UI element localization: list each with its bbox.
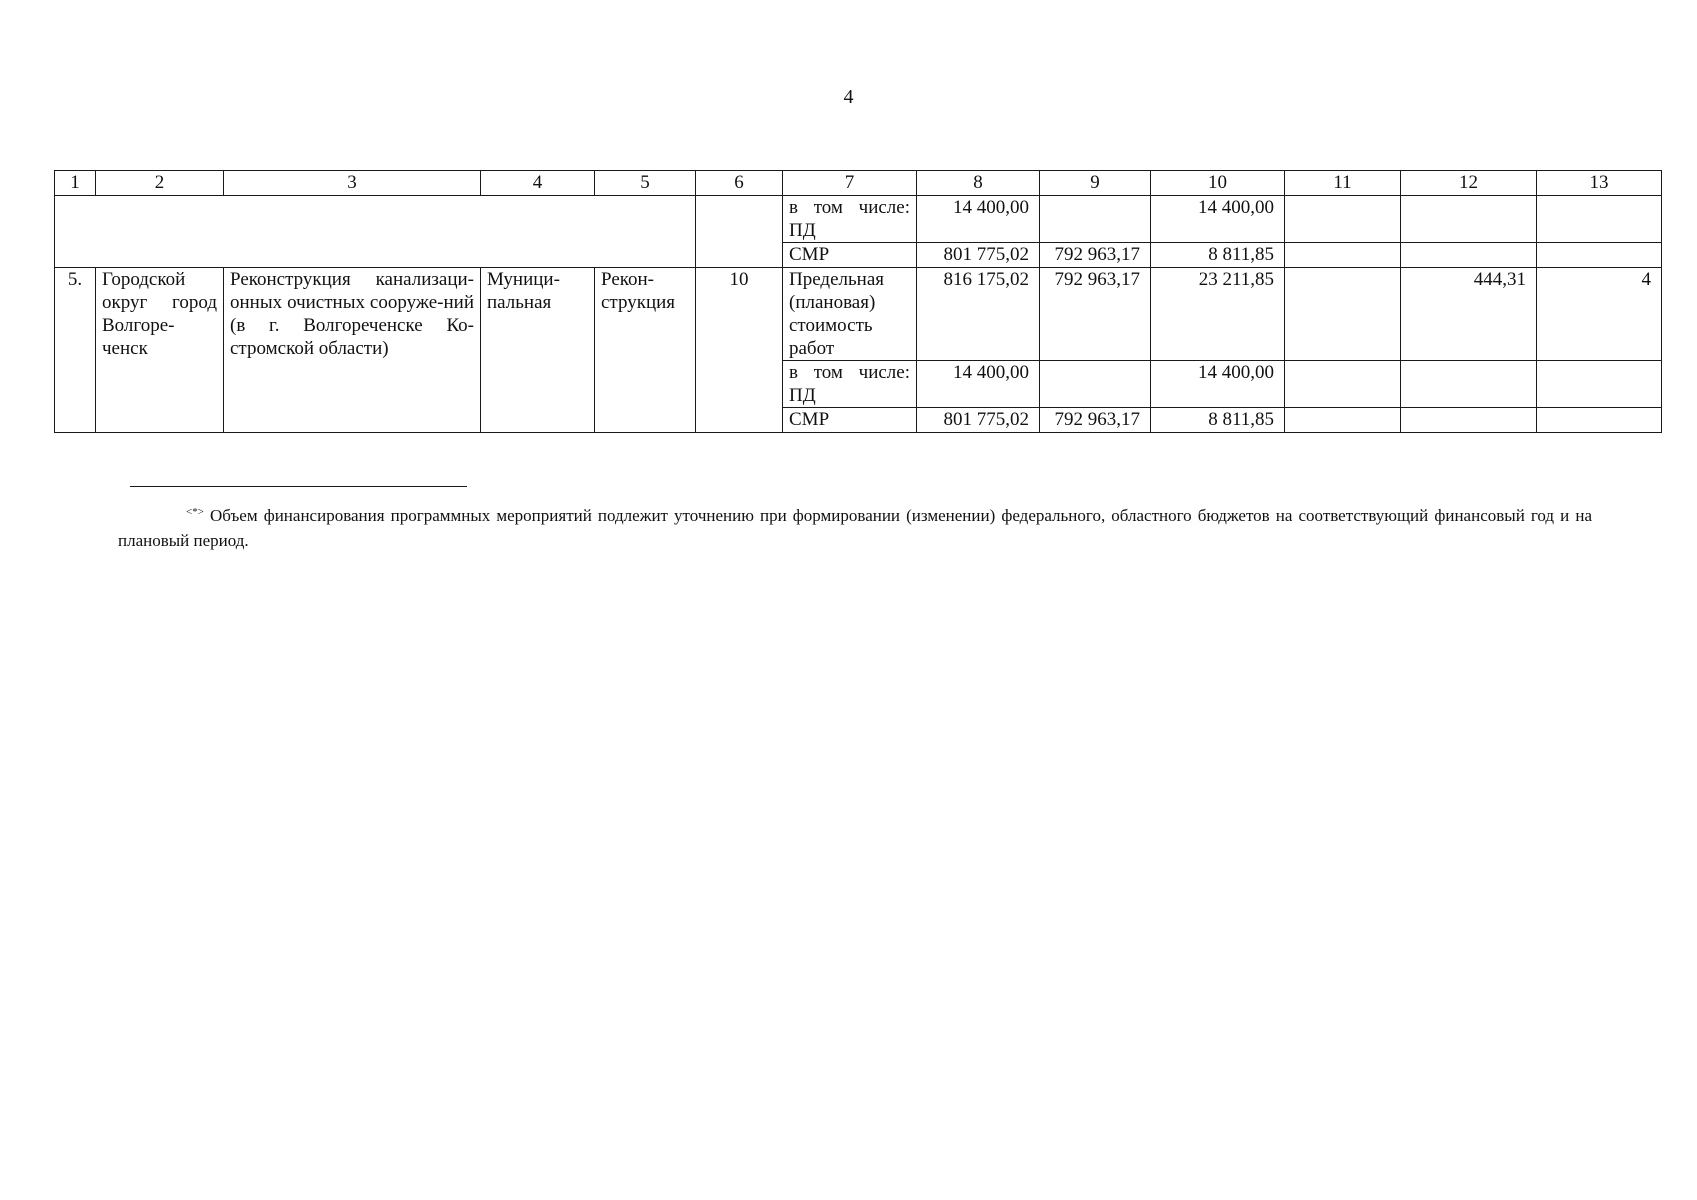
cell-col10: 14 400,00	[1151, 196, 1285, 243]
cell-col13	[1537, 408, 1662, 433]
cell-col11	[1285, 408, 1401, 433]
footnote-mark: <*>	[186, 506, 204, 518]
merged-empty-cell	[55, 196, 696, 268]
header-cell: 9	[1040, 171, 1151, 196]
cell-col11	[1285, 361, 1401, 408]
header-cell: 2	[96, 171, 224, 196]
cell-col13: 4	[1537, 268, 1662, 361]
cell-col8: 801 775,02	[917, 408, 1040, 433]
header-cell: 8	[917, 171, 1040, 196]
row-label: в том числе: ПД	[783, 196, 917, 243]
cell-col13	[1537, 196, 1662, 243]
work-type-cell: Рекон-струкция	[595, 268, 696, 433]
cell-col9	[1040, 196, 1151, 243]
cell-col10: 8 811,85	[1151, 243, 1285, 268]
footnote-text: Объем финансирования программных мероприятий подлежит уточнению при формировании (изменении) федерального, областного бюджетов на соответствующий финансовый год и на плановый период.	[118, 506, 1592, 550]
table-row-continuation-pd	[55, 196, 1662, 243]
col6-cell: 10	[696, 268, 783, 433]
cell-col8: 801 775,02	[917, 243, 1040, 268]
cell-col8: 14 400,00	[917, 361, 1040, 408]
cell-col8: 816 175,02	[917, 268, 1040, 361]
cell-col10: 23 211,85	[1151, 268, 1285, 361]
program-table	[54, 170, 1662, 433]
row-number: 5.	[55, 268, 96, 433]
table-header-row	[55, 171, 1662, 196]
cell-col12	[1401, 196, 1537, 243]
object-name-cell: Реконструкция канализаци-онных очистных сооруже-ний (в г. Волгореченске Ко-стромской области)	[224, 268, 481, 433]
cell-col13	[1537, 361, 1662, 408]
header-cell: 11	[1285, 171, 1401, 196]
cell-col12	[1401, 408, 1537, 433]
page-number: 4	[843, 86, 854, 108]
cell-col8: 14 400,00	[917, 196, 1040, 243]
header-cell: 5	[595, 171, 696, 196]
header-cell: 6	[696, 171, 783, 196]
row-label: СМР	[783, 408, 917, 433]
cell-col12	[1401, 243, 1537, 268]
row-label: СМР	[783, 243, 917, 268]
cell-col9: 792 963,17	[1040, 408, 1151, 433]
header-cell: 4	[481, 171, 595, 196]
cell-col9: 792 963,17	[1040, 268, 1151, 361]
municipality-cell: Городской округ город Волгоре-ченск	[96, 268, 224, 433]
header-cell: 3	[224, 171, 481, 196]
cell-col11	[1285, 196, 1401, 243]
row-label: в том числе: ПД	[783, 361, 917, 408]
header-cell: 13	[1537, 171, 1662, 196]
cell-col9	[1040, 361, 1151, 408]
cell-col13	[1537, 243, 1662, 268]
ownership-cell: Муници-пальная	[481, 268, 595, 433]
cell-col11	[1285, 268, 1401, 361]
footnote	[118, 500, 1592, 553]
cell-col12	[1401, 361, 1537, 408]
header-cell: 12	[1401, 171, 1537, 196]
cell-col10: 14 400,00	[1151, 361, 1285, 408]
cell-col11	[1285, 243, 1401, 268]
row-label: Предельная (плановая) стоимость работ	[783, 268, 917, 361]
cell-col9: 792 963,17	[1040, 243, 1151, 268]
footnote-divider	[130, 486, 467, 487]
cell-col10: 8 811,85	[1151, 408, 1285, 433]
cell-col12: 444,31	[1401, 268, 1537, 361]
header-cell: 7	[783, 171, 917, 196]
header-cell: 1	[55, 171, 96, 196]
header-cell: 10	[1151, 171, 1285, 196]
empty-cell	[696, 196, 783, 268]
table-row-5-main	[55, 268, 1662, 361]
